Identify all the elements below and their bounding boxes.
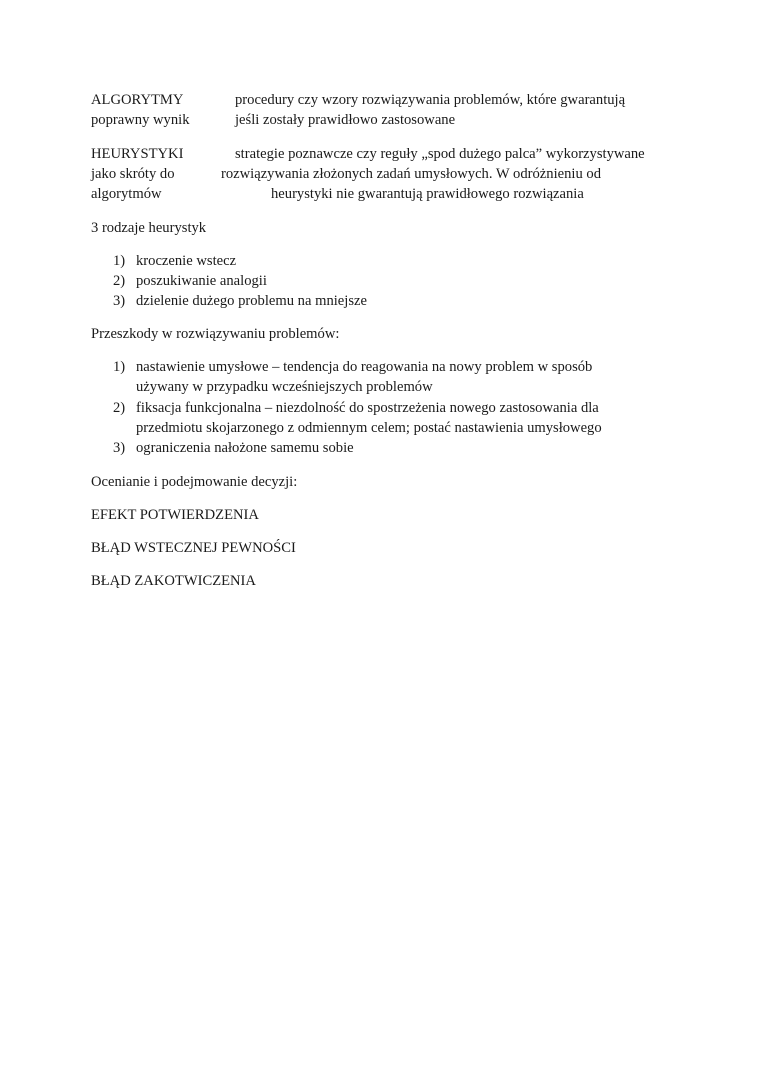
def-algorytmy-line2: jeśli zostały prawidłowo zastosowane	[235, 112, 456, 128]
term-heurystyki-sub2: algorytmów	[91, 186, 162, 202]
def-algorytmy-line1: procedury czy wzory rozwiązywania problemów, które gwarantują	[235, 92, 626, 108]
list-number: 3)	[113, 293, 126, 309]
list-item-text: poszukiwanie analogii	[136, 273, 267, 289]
list-number: 2)	[113, 400, 126, 416]
effect-confirmation: EFEKT POTWIERDZENIA	[91, 507, 259, 523]
list-number: 1)	[113, 359, 126, 375]
list-item-text-line1: fiksacja funkcjonalna – niezdolność do spostrzeżenia nowego zastosowania dla	[136, 400, 599, 416]
def-heurystyki-line1: strategie poznawcze czy reguły „spod dużego palca” wykorzystywane	[235, 146, 645, 162]
list-item-text-line1: ograniczenia nałożone samemu sobie	[136, 440, 354, 456]
list-number: 2)	[113, 273, 126, 289]
list-number: 1)	[113, 253, 126, 269]
list-item-text-line1: nastawienie umysłowe – tendencja do reagowania na nowy problem w sposób	[136, 359, 593, 375]
term-heurystyki-sub1: jako skróty do	[91, 166, 175, 182]
list-number: 3)	[113, 440, 126, 456]
effect-anchoring: BŁĄD ZAKOTWICZENIA	[91, 573, 256, 589]
def-heurystyki-line2: rozwiązywania złożonych zadań umysłowych. W odróżnieniu od	[221, 166, 601, 182]
term-algorytmy-sub: poprawny wynik	[91, 112, 190, 128]
list-item-text: kroczenie wstecz	[136, 253, 237, 269]
term-algorytmy: ALGORYTMY	[91, 92, 184, 108]
list-item-text-line2: przedmiotu skojarzonego z odmiennym celem; postać nastawienia umysłowego	[136, 420, 602, 436]
obstacles-heading: Przeszkody w rozwiązywaniu problemów:	[91, 326, 340, 342]
heuristics-heading: 3 rodzaje heurystyk	[91, 220, 207, 236]
term-heurystyki: HEURYSTYKI	[91, 146, 184, 162]
def-heurystyki-line3: heurystyki nie gwarantują prawidłowego rozwiązania	[271, 186, 584, 202]
decisions-heading: Ocenianie i podejmowanie decyzji:	[91, 474, 298, 490]
list-item-text: dzielenie dużego problemu na mniejsze	[136, 293, 367, 309]
effect-hindsight: BŁĄD WSTECZNEJ PEWNOŚCI	[91, 540, 296, 556]
list-item-text-line2: używany w przypadku wcześniejszych problemów	[136, 379, 433, 395]
